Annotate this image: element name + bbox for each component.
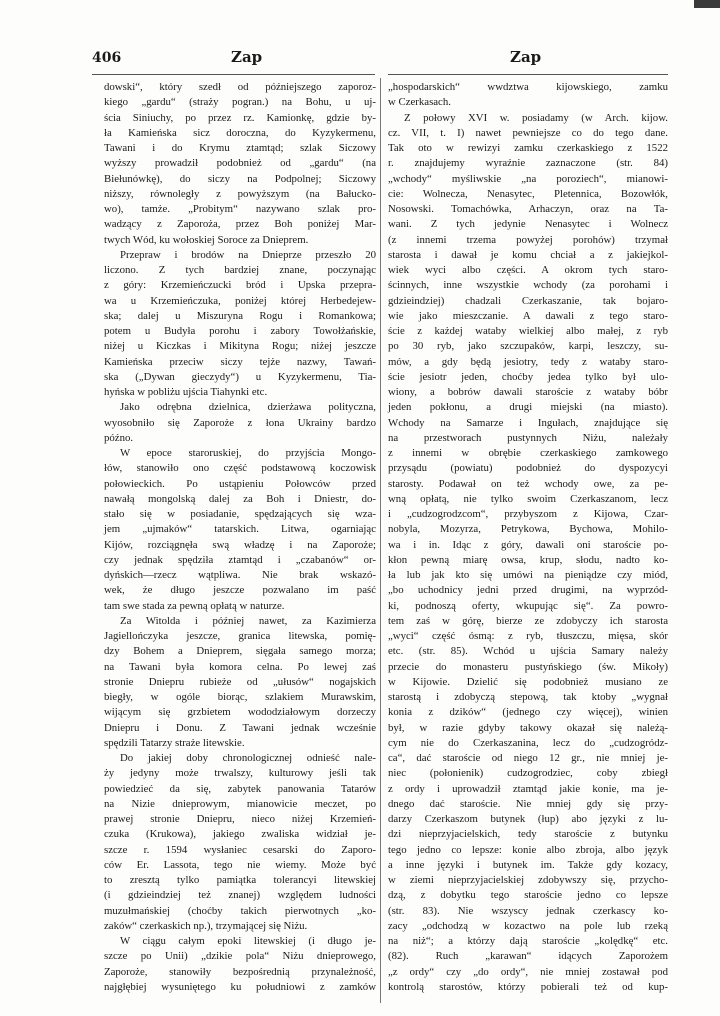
text-line: Jako odrębna dzielnica, dzierżawa polityczna, [120,401,376,414]
text-line: wie jako mieszczanie. A dawali z tego staro- [388,309,668,322]
text-line: w ziemi nieprzyjacielskiej zdobywszy się, przycho- [388,874,668,886]
text-line: Nosowski. Tomachówka, Arhaczyn, oraz na Ta- [388,203,668,215]
text-line: w Kijowie. Dzielić się podobnież musiano ze [388,675,668,688]
text-line: nawałą mongolską dalej za Boh i Dniestr, do- [104,492,376,505]
text-line: późno. [104,431,134,444]
text-line: to zresztą tylko pamiątka tolerancyi litewskiej [104,874,376,886]
text-line: kontrolą starostów, którzy pobierali też od kup- [388,980,668,993]
text-line: (z innemi trzema powyżej porohów) trzymał [388,233,668,246]
text-line: „bo uchodnicy jedni przed drugimi, na wyprzód- [388,584,668,597]
text-line: na przestworach pustynnych Niżu, należały [388,431,668,444]
text-line: zaków“ czerkaskich np.), trzymającej się Niżu. [104,919,308,932]
text-line: czy jednak spędziła ztamtąd i „czabanów“ or- [104,553,376,566]
text-line: dowski“, który szedł od późniejszego zaporoz- [104,81,376,93]
text-line: najgłębiej wysuniętego ku południowi z zamków [104,980,376,993]
text-line: jem „ujmaków“ tatarskich. Litwa, ogarniając [104,523,376,536]
page-number: 406 [92,50,122,66]
right-column [388,80,668,995]
text-line: tem zaś w górę, bierze ze zdobyczy ich starosta [388,614,668,627]
text-line: wa i in. Idąc z góry, dawali oni staroście po- [388,538,668,551]
text-line: kiego „gardu“ (straży pogran.) na Bohu, u uj- [104,96,376,109]
text-line: ście z każdej wataby wielkiej albo małej, z ryb [388,325,668,337]
text-line: ścia Siniuchy, po przez rz. Kamionkę, gdzie by- [104,111,376,124]
text-line: Tak oto w rewizyi zamku czerkaskiego z 1522 [388,142,668,154]
text-line: Tawani i do Krymu ztamtąd; szlak Siczowy [104,142,376,154]
text-line: ła lub jak kto się umówi na pieniądze czy miód, [388,569,668,581]
text-line: cym nie do Czerkaszanina, lecz do „cudzogródz- [388,736,668,749]
text-line: wa u Krzemieńczuka, poniżej której Herbedejew- [104,294,376,307]
text-line: z innemi w obrębie czerkaskiego zamkowego [388,447,668,459]
text-line: Przepraw i brodów na Dnieprze przeszło 20 [120,248,376,261]
text-line: wiony, a bobrów dawali staroście z wataby bóbr [388,386,668,398]
text-line: ca“, dać staroście od niego 12 gr., nie mniej je- [388,752,668,764]
text-line: a inne języki i butynek im. Także gdy kozacy, [388,858,668,871]
text-line: na Tawani była komora celna. Po lewej zaś [104,660,376,673]
text-line: wadzący z Zaporoża, przez Boh poniżej Mar- [104,218,376,231]
text-line: wek, że długo jeszcze pozwalano im paść [104,584,376,597]
text-line: szcze po Unii) „dzikie pola“ Niżu dnieprowego, [104,950,376,963]
text-line: muzułmańskiej (choćby takich pierwotnych „ko- [104,904,376,917]
text-line: prawej stronie Dniepru, nieco niżej Krzemień- [104,813,376,825]
text-line: tam swe stada za pewną opłatą w naturze. [104,599,285,612]
text-line: hyńska w pobliżu ujścia Tiahynki etc. [104,386,268,398]
text-line: Z połowy XVI w. posiadamy (w Arch. kijow. [404,111,668,124]
text-line: Kamieńska przeciw siczy tejże nazwy, Tawań- [104,355,376,368]
text-line: z góry: Krzemieńczucki bród i Upska przepra- [104,279,376,292]
text-line: wną opłatą, nie tylko swoim Czerkaszanom, lecz [388,492,668,505]
text-line: wiek wyci albo części. A okrom tych staro- [388,264,668,276]
text-line: dzą, z dobytku tego staroście jedno co lepsze [388,889,668,902]
text-line: wo), tamże. „Probitym“ nazywano szlak pro- [104,203,376,215]
text-line: dzi nieprzyjacielskich, tedy staroście z butynku [388,828,668,841]
text-line: starosty. Podawał on też wchody owe, za pe- [388,477,668,490]
running-head-left: Zap [231,48,263,66]
text-line: „hospodarskich“ wwdztwa kijowskiego, zamku [388,81,668,93]
text-line: Wchody na Samarze i Ingułach, znajdujące się [388,416,668,429]
text-line: czuka (Krukowa), jakiego zwaliska widział je- [104,828,376,841]
text-line: „z ordy“ czy „do ordy“, nie mniej zostawał pod [388,965,668,978]
text-line: niższy, równoległy z powyższym (na Bałucko- [104,187,376,200]
text-line: Kijów, rozciągnęła swą władzę i na Zaporoże; [104,538,376,551]
text-line: Jagiellończyka jeszcze, granica litewska, pomię- [104,630,376,642]
text-line: połowieckich. Po ustąpieniu Połowców przed [104,477,376,490]
text-line: szcze r. 1594 wysłaniec cesarski do Zaporo- [104,843,376,856]
text-line: Zaporoże, stanowiły bezpośrednią przynależność, [104,965,376,978]
text-line: ła Kamieńska sicz doroczna, do Kyzykermenu, [104,126,376,139]
text-line: (i gdzieindziej też znanej) względem ludności [104,889,376,902]
text-line: ży jedyny może trwalszy, kulturowy jeśli tak [104,767,376,780]
text-line: dzy Bohem a Dnieprem, sięgała samego morza; [104,645,376,658]
text-line: „wyci“ część ósmą: z ryb, tłuszczu, mięsa, skór [388,630,668,642]
text-line: wyższy prowadził podobnież od „gardu“ (na [104,157,376,170]
text-line: stało się w posiadanie, spędzających się wza- [104,508,376,520]
header-rule-left [92,74,375,75]
text-line: mów, a gdy będą jesiotry, tedy z wataby staro- [388,355,668,368]
text-line: powiedzieć da się, zabytek panowania Tatarów [104,782,376,795]
text-line: niec (połonienik) cudzogrodziec, coby zbiegł [388,767,668,780]
text-line: W epoce staroruskiej, do przyjścia Mongo- [120,447,376,459]
text-line: starosta i dawał je komu chciał a z jakiejkol- [388,248,668,261]
text-line: r. znajdujemy wyraźnie zaznaczone (str. 84) [388,157,668,170]
text-line: niżej u Kiczkas i Mikityna Rogu; niżej jeszcze [104,340,376,353]
text-line: wyosobniło się Zaporoże z łona Ukrainy bardzo [104,416,376,429]
text-line: potem u Budyła porohu i zabory Towołżańskie, [104,325,376,337]
text-line: Biełunówkę), do siczy na Podpolnej; Siczowy [104,172,376,185]
text-line: na Nizie dnieprowym, mianowicie meczet, po [104,797,376,810]
text-line: wani. Z tych jedynie Nenasytec i Wolnecz [388,218,668,231]
running-head-right: Zap [510,48,542,66]
text-line: zacy „odchodzą w kozactwo na pole lub rzeką [388,919,668,932]
text-line: darzy Czerkaszom butynek (łup) abo języki z lu- [388,813,668,825]
text-line: ska; dalej u Miszuryna Rogu i Romankowa; [104,309,376,322]
text-line: „wchody“ myśliwskie „na poroziech“, mianowi- [388,172,668,185]
text-line: konia z dzików“ (jednego czy więcej), winien [388,706,668,719]
text-line: i „cudzogrodzcom“, przybyszom z Kijowa, Czar- [388,508,668,520]
text-line: nobyla, Mozyrza, Petrykowa, Bychowa, Mohilo- [388,523,668,536]
text-line: biegły, w ogóle biorąc, szlakiem Murawskim, [104,691,376,703]
text-line: starostą i zdobyczą stepową, tak ktoby „wygnał [388,691,668,703]
text-line: na niż“; a którzy dają staroście „kolędkę“ etc. [388,935,668,947]
text-line: łów, stanowiło ono część podstawową koczowisk [104,462,376,475]
text-line: gdzieindziej) chadzali Czerkaszanie, tak bojaro- [388,294,668,307]
text-line: Do jakiej doby chronologicznej odnieść nale- [120,752,376,764]
text-line: przysądu (powiatu) podobnież do dyspozycyi [388,462,668,475]
text-line: W ciągu całym epoki litewskiej (i długo je- [120,935,376,947]
text-line: jeden pokłonu, a drugi miejski (na miasto). [388,401,668,414]
text-line: ska („Dywan gieczydy“) u Kyzykermenu, Tia- [104,370,376,383]
scan-corner-mark [694,0,720,8]
text-line: liczono. Z tych bardziej znane, poczynając [104,264,376,276]
text-line: kłon pewną miarę owsa, krup, słodu, nadto ko- [388,553,668,566]
header-rule-right [388,74,668,75]
column-divider [380,78,381,1003]
text-line: Dniepru i Donu. Z Tawani jednak wcześnie [104,721,376,734]
text-line: dnego dać staroście. Nie mniej gdy się przy- [388,797,668,810]
text-line: wijącym się grzbietem wododziałowym dorzeczy [104,706,376,719]
text-line: ście jesiotr jeden, choćby jedea tylko był ulo- [388,370,668,383]
text-line: ców Er. Lassota, tego nie wiemy. Może być [104,858,376,871]
text-line: po 30 ryb, jako szczupaków, karpi, leszczy, su- [388,340,668,353]
text-line: spędzili Tatarzy straże litewskie. [104,736,245,749]
text-line: stronie Dniepru rubieże od „ułusów“ nogajskich [104,675,376,688]
text-line: ki, podnoszą oferty, wkupując się“. Za powro- [388,599,668,612]
text-line: przecie do monasteru pustyńskiego (św. Mikoły) [388,660,668,673]
text-line: był, w razie gdyby takowy okazał się należą- [388,721,668,734]
text-line: w Czerkasach. [388,96,451,109]
text-line: dyńskich—rzecz wątpliwa. Nie brak wskazó- [104,569,376,581]
text-line: (82). Ruch „karawan“ idących Zaporożem [388,950,668,963]
text-line: cz. VII, t. I) nawet pewniejsze co do tego dane. [388,126,668,139]
text-line: Za Witolda i później nawet, za Kazimierza [120,614,376,627]
text-line: cie: Wolnecza, Nenasytec, Pletennica, Bozowłók, [388,187,668,200]
left-column [104,80,376,995]
text-line: ścinnych, inne wszystkie wchody (za porohami i [388,279,668,292]
text-line: etc. (str. 85). Wchód u ujścia Samary należy [388,645,668,658]
text-line: z ordy i uprowadził ztamtąd jakie konie, ma je- [388,782,668,795]
text-line: twych Wód, ku wołoskiej Soroce za Dnieprem. [104,233,309,246]
text-line: tego jedno co lepsze: konie albo zbroja, albo język [388,843,668,856]
text-line: (str. 83). Nie wszyscy jednak czerkascy ko- [388,904,668,917]
